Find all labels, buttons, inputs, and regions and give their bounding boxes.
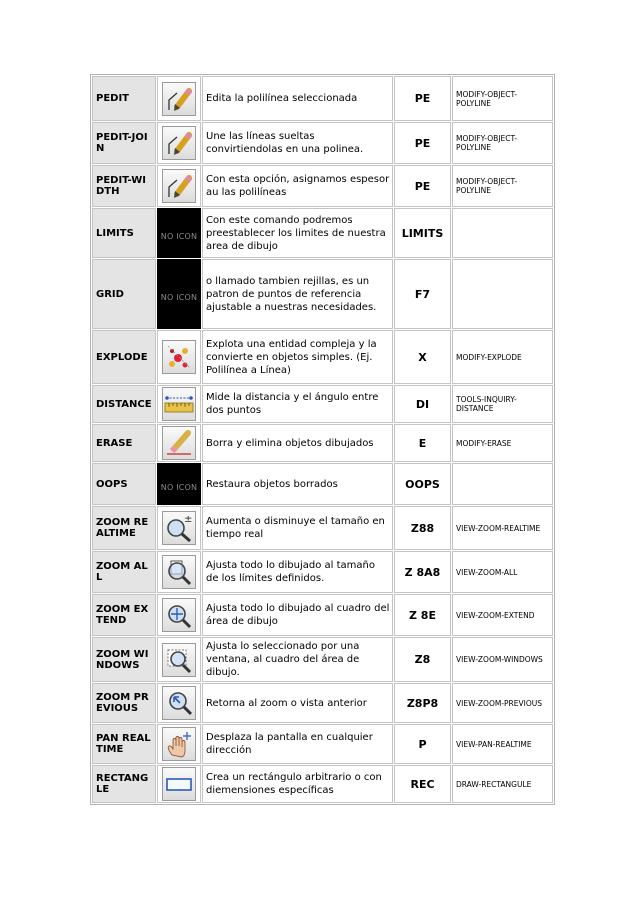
command-name: LIMITS (92, 208, 156, 258)
no-icon-cell (157, 259, 201, 329)
command-shortcut: LIMITS (394, 208, 451, 258)
command-shortcut: P (394, 724, 451, 764)
command-shortcut: REC (394, 765, 451, 803)
table-row (92, 463, 553, 505)
command-menu-path: MODIFY-OBJECT-POLYLINE (452, 165, 553, 207)
explode-icon (162, 340, 196, 374)
command-menu-path: VIEW-ZOOM-REALTIME (452, 506, 553, 550)
command-icon-cell (157, 424, 201, 462)
command-shortcut: PE (394, 122, 451, 164)
command-menu-path: MODIFY-OBJECT-POLYLINE (452, 122, 553, 164)
command-shortcut: X (394, 330, 451, 384)
command-menu-path: VIEW-ZOOM-PREVIOUS (452, 683, 553, 723)
command-shortcut: OOPS (394, 463, 451, 505)
command-shortcut: DI (394, 385, 451, 423)
pencil-polyline-icon (162, 126, 196, 160)
command-description: Ajusta lo seleccionado por una ventana, al cuadro del área de dibujo. (202, 637, 393, 682)
command-icon-cell (157, 76, 201, 121)
table-row (92, 385, 553, 423)
command-icon-cell (157, 594, 201, 636)
zoom-realtime-icon (162, 511, 196, 545)
command-description: Con esta opción, asignamos espesor au las polilíneas (202, 165, 393, 207)
no-icon-cell (157, 463, 201, 505)
command-description: Explota una entidad compleja y la convierte en objetos simples. (Ej. Polilínea a Línea) (202, 330, 393, 384)
command-description: Con este comando podremos preestablecer los limites de nuestra area de dibujo (202, 208, 393, 258)
command-description: Une las líneas sueltas convirtiendolas en una polinea. (202, 122, 393, 164)
pan-hand-icon (162, 727, 196, 761)
command-shortcut: PE (394, 165, 451, 207)
command-description: Restaura objetos borrados (202, 463, 393, 505)
command-name: RECTANGLE (92, 765, 156, 803)
command-shortcut: Z8 (394, 637, 451, 682)
command-name: EXPLODE (92, 330, 156, 384)
command-icon-cell (157, 165, 201, 207)
command-icon-cell (157, 765, 201, 803)
table-row (92, 330, 553, 384)
command-name: ZOOM REALTIME (92, 506, 156, 550)
table-row (92, 683, 553, 723)
command-description: o llamado tambien rejillas, es un patron de puntos de referencia ajustable a nuestras necesidades. (202, 259, 393, 329)
command-menu-path: MODIFY-OBJECT-POLYLINE (452, 76, 553, 121)
command-icon-cell (157, 551, 201, 593)
command-menu-path: VIEW-ZOOM-EXTEND (452, 594, 553, 636)
commands-table (90, 74, 555, 805)
command-menu-path: MODIFY-ERASE (452, 424, 553, 462)
table-row (92, 259, 553, 329)
command-icon-cell (157, 724, 201, 764)
command-name: DISTANCE (92, 385, 156, 423)
command-name: ZOOM ALL (92, 551, 156, 593)
table-row (92, 208, 553, 258)
command-description: Aumenta o disminuye el tamaño en tiempo real (202, 506, 393, 550)
pencil-polyline-icon (162, 82, 196, 116)
no-icon-cell (157, 208, 201, 258)
command-description: Edita la polilínea seleccionada (202, 76, 393, 121)
command-name: ZOOM PREVIOUS (92, 683, 156, 723)
table-row (92, 165, 553, 207)
command-shortcut: Z8P8 (394, 683, 451, 723)
command-icon-cell (157, 122, 201, 164)
command-menu-path: TOOLS-INQUIRY-DISTANCE (452, 385, 553, 423)
command-icon-cell (157, 506, 201, 550)
command-menu-path: VIEW-ZOOM-WINDOWS (452, 637, 553, 682)
table-row (92, 594, 553, 636)
command-description: Crea un rectángulo arbitrario o con diemensiones específicas (202, 765, 393, 803)
table-row (92, 765, 553, 803)
zoom-extend-icon (162, 598, 196, 632)
command-icon-cell (157, 637, 201, 682)
table-row (92, 76, 553, 121)
command-name: OOPS (92, 463, 156, 505)
table-row (92, 424, 553, 462)
command-name: PEDIT-WIDTH (92, 165, 156, 207)
command-name: ERASE (92, 424, 156, 462)
no-icon-label: NO ICON (160, 482, 198, 492)
command-name: PAN REALTIME (92, 724, 156, 764)
no-icon-label: NO ICON (160, 292, 198, 302)
command-name: GRID (92, 259, 156, 329)
command-description: Desplaza la pantalla en cualquier dirección (202, 724, 393, 764)
table-row (92, 506, 553, 550)
rectangle-icon (162, 767, 196, 801)
command-description: Mide la distancia y el ángulo entre dos puntos (202, 385, 393, 423)
command-description: Ajusta todo lo dibujado al cuadro del área de dibujo (202, 594, 393, 636)
table-row (92, 637, 553, 682)
command-menu-path (452, 259, 553, 329)
command-icon-cell (157, 683, 201, 723)
command-menu-path: DRAW-RECTANGULE (452, 765, 553, 803)
zoom-previous-icon (162, 686, 196, 720)
command-menu-path: VIEW-PAN-REALTIME (452, 724, 553, 764)
no-icon-label: NO ICON (160, 231, 198, 241)
commands-table-body (92, 76, 553, 803)
zoom-window-icon (162, 643, 196, 677)
command-name: PEDIT (92, 76, 156, 121)
pencil-polyline-icon (162, 169, 196, 203)
command-shortcut: PE (394, 76, 451, 121)
command-icon-cell (157, 385, 201, 423)
command-description: Retorna al zoom o vista anterior (202, 683, 393, 723)
command-menu-path: VIEW-ZOOM-ALL (452, 551, 553, 593)
ruler-distance-icon (162, 387, 196, 421)
command-name: ZOOM EXTEND (92, 594, 156, 636)
command-shortcut: Z88 (394, 506, 451, 550)
command-menu-path: MODIFY-EXPLODE (452, 330, 553, 384)
command-icon-cell (157, 330, 201, 384)
table-row (92, 551, 553, 593)
table-row (92, 122, 553, 164)
command-description: Borra y elimina objetos dibujados (202, 424, 393, 462)
zoom-all-icon (162, 555, 196, 589)
eraser-icon (162, 426, 196, 460)
command-menu-path (452, 208, 553, 258)
command-menu-path (452, 463, 553, 505)
command-name: ZOOM WINDOWS (92, 637, 156, 682)
command-name: PEDIT-JOIN (92, 122, 156, 164)
command-description: Ajusta todo lo dibujado al tamaño de los límites definidos. (202, 551, 393, 593)
command-shortcut: Z 8E (394, 594, 451, 636)
command-shortcut: E (394, 424, 451, 462)
table-row (92, 724, 553, 764)
command-shortcut: F7 (394, 259, 451, 329)
command-shortcut: Z 8A8 (394, 551, 451, 593)
svg-text:±: ± (184, 514, 193, 525)
